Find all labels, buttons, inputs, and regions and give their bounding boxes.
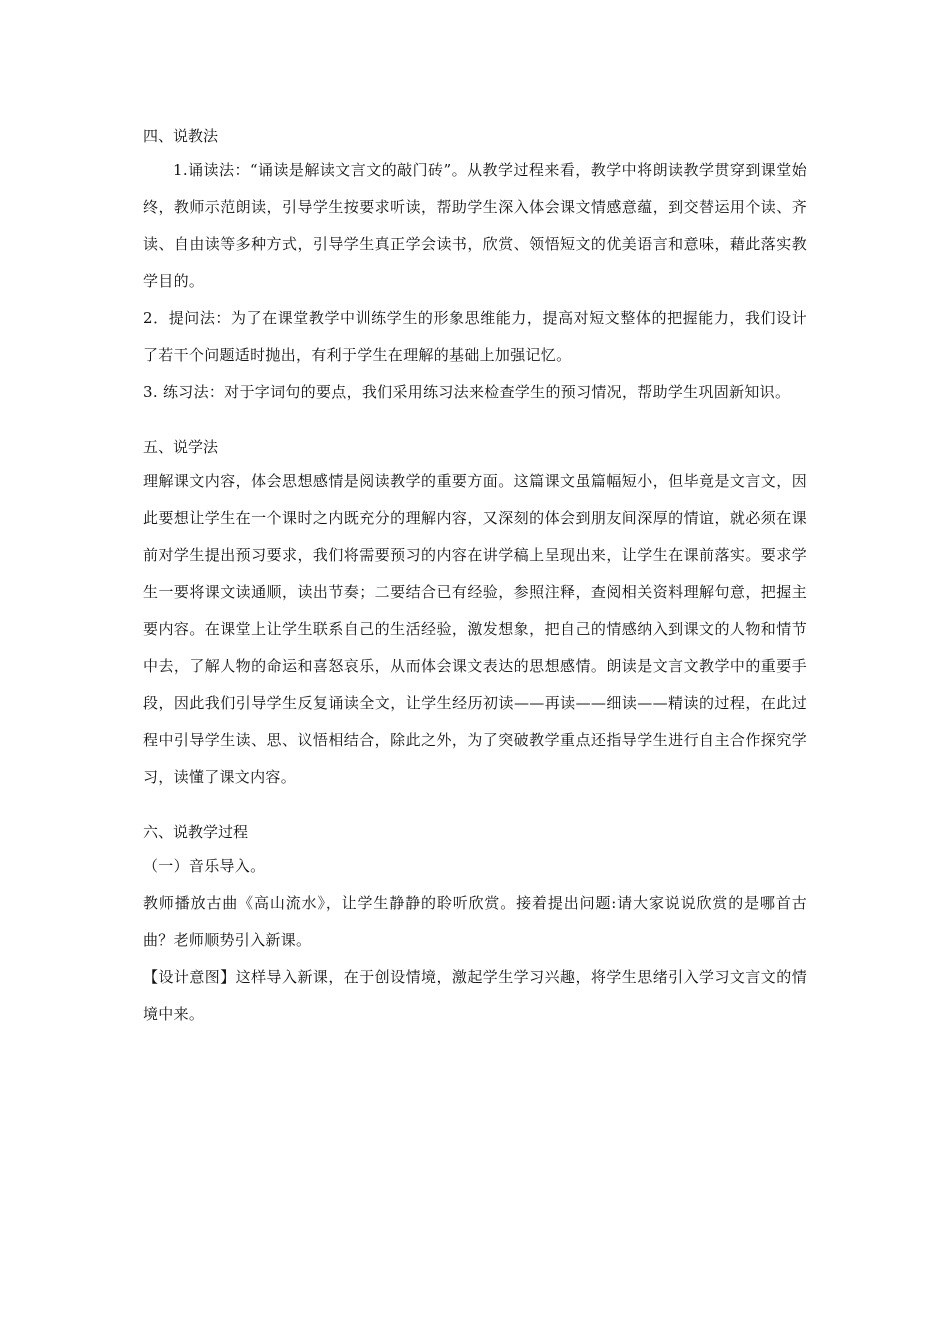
- section-heading-teaching-process: 六、说教学过程: [143, 823, 249, 841]
- paragraph-design-intent: 【设计意图】这样导入新课，在于创设情境，激起学生学习兴趣，将学生思绪引入学习文言文的情境中来。: [143, 968, 807, 1023]
- paragraph-music-intro: 教师播放古曲《高山流水》，让学生静静的聆听欣赏。接着提出问题:请大家说说欣赏的是哪首古曲？老师顺势引入新课。: [143, 894, 807, 949]
- paragraph-recitation-method: 1.诵读法：“诵读是解读文言文的敲门砖”。从教学过程来看，教学中将朗读教学贯穿到课堂始终，教师示范朗读，引导学生按要求听读，帮助学生深入体会课文情感意蕴，到交替运用个读、齐读、自由读等多种方式，引导学生真正学会读书，欣赏、领悟短文的优美语言和意味，藉此落实教学目的。: [143, 161, 807, 290]
- paragraph-questioning-method: 2．提问法：为了在课堂教学中训练学生的形象思维能力，提高对短文整体的把握能力，我们设计了若干个问题适时抛出，有利于学生在理解的基础上加强记忆。: [143, 309, 807, 364]
- section-heading-teaching-methods: 四、说教法: [143, 127, 219, 145]
- paragraph-learning-methods: 理解课文内容，体会思想感情是阅读教学的重要方面。这篇课文虽篇幅短小，但毕竟是文言文，因此要想让学生在一个课时之内既充分的理解内容，又深刻的体会到朋友间深厚的情谊，就必须在课前对学生提出预习要求，我们将需要预习的内容在讲学稿上呈现出来，让学生在课前落实。要求学生一要将课文读通顺，读出节奏；二要结合已有经验，参照注释，查阅相关资料理解句意，把握主要内容。在课堂上让学生联系自己的生活经验，激发想象，把自己的情感纳入到课文的人物和情节中去，了解人物的命运和喜怒哀乐，从而体会课文表达的思想感情。朗读是文言文教学中的重要手段，因此我们引导学生反复诵读全文，让学生经历初读——再读——细读——精读的过程，在此过程中引导学生读、思、议悟相结合，除此之外，为了突破教学重点还指导学生进行自主合作探究学习，读懂了课文内容。: [143, 472, 807, 786]
- subheading-music-intro: （一）音乐导入。: [143, 857, 266, 875]
- paragraph-practice-method: 3. 练习法：对于字词句的要点，我们采用练习法来检查学生的预习情况，帮助学生巩固新知识。: [143, 383, 791, 401]
- section-heading-learning-methods: 五、说学法: [143, 438, 219, 456]
- document-body: [143, 122, 807, 1033]
